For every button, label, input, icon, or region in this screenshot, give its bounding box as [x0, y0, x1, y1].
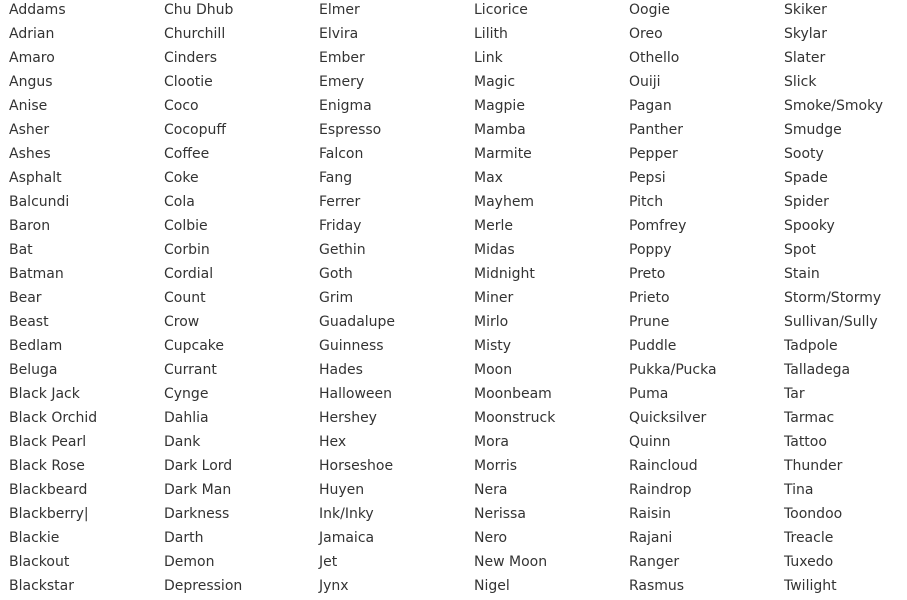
- list-item: Mayhem: [474, 194, 535, 210]
- list-item: Angus: [9, 74, 53, 90]
- list-item: Moonstruck: [474, 410, 556, 426]
- list-item: Rajani: [629, 530, 673, 546]
- list-item: Corbin: [164, 242, 210, 258]
- list-item: Quinn: [629, 434, 671, 450]
- list-item: Nigel: [474, 578, 510, 594]
- list-item: Chu Dhub: [164, 2, 234, 18]
- list-item: Spider: [784, 194, 829, 210]
- name-column-5: [629, 0, 784, 600]
- list-item: Falcon: [319, 146, 364, 162]
- list-item: Cinders: [164, 50, 218, 66]
- list-item: Morris: [474, 458, 518, 474]
- name-column-6: [784, 0, 907, 600]
- list-item: Guinness: [319, 338, 384, 354]
- list-item: Cola: [164, 194, 195, 210]
- list-item: Spooky: [784, 218, 835, 234]
- name-column-2: [164, 0, 319, 600]
- list-item: Smoke/Smoky: [784, 98, 884, 114]
- list-item: Licorice: [474, 2, 528, 18]
- name-column-3: [319, 0, 474, 600]
- list-item: Ashes: [9, 146, 51, 162]
- list-item: Beluga: [9, 362, 58, 378]
- list-item: Preto: [629, 266, 666, 282]
- list-item: Asphalt: [9, 170, 62, 186]
- list-item: Mirlo: [474, 314, 509, 330]
- list-item: Pitch: [629, 194, 664, 210]
- list-item: Raindrop: [629, 482, 692, 498]
- list-item: Tattoo: [784, 434, 827, 450]
- list-item: Skiker: [784, 2, 827, 18]
- list-item: Moonbeam: [474, 386, 552, 402]
- name-column-1: [9, 0, 164, 600]
- list-item: Toondoo: [784, 506, 843, 522]
- list-item: Darkness: [164, 506, 230, 522]
- list-item: Hades: [319, 362, 363, 378]
- list-item: Talladega: [784, 362, 851, 378]
- list-item: Dank: [164, 434, 201, 450]
- names-grid: [9, 0, 907, 600]
- list-item: Midnight: [474, 266, 535, 282]
- list-item: Espresso: [319, 122, 382, 138]
- list-item: Link: [474, 50, 503, 66]
- list-item: Raincloud: [629, 458, 698, 474]
- name-column-4: [474, 0, 629, 600]
- list-item: Spot: [784, 242, 816, 258]
- list-item: Bat: [9, 242, 33, 258]
- list-item: Quicksilver: [629, 410, 707, 426]
- list-item: Prune: [629, 314, 670, 330]
- list-item: Oreo: [629, 26, 663, 42]
- list-item: Puma: [629, 386, 669, 402]
- list-item: Cynge: [164, 386, 209, 402]
- list-item: Ember: [319, 50, 365, 66]
- list-item: Goth: [319, 266, 353, 282]
- list-item: Hex: [319, 434, 347, 450]
- list-item: Thunder: [784, 458, 843, 474]
- list-item: Oogie: [629, 2, 670, 18]
- list-item: Churchill: [164, 26, 226, 42]
- list-item: Tina: [784, 482, 814, 498]
- list-item: Black Jack: [9, 386, 80, 402]
- list-item: Elmer: [319, 2, 360, 18]
- list-item: Spade: [784, 170, 828, 186]
- list-item: Hershey: [319, 410, 377, 426]
- list-item: Blackout: [9, 554, 70, 570]
- list-item: Ranger: [629, 554, 680, 570]
- list-item: Emery: [319, 74, 365, 90]
- list-item: Ouiji: [629, 74, 661, 90]
- list-item: Batman: [9, 266, 64, 282]
- list-item: Skylar: [784, 26, 828, 42]
- list-item: Moon: [474, 362, 513, 378]
- list-item: Dark Man: [164, 482, 232, 498]
- list-item: Elvira: [319, 26, 359, 42]
- list-item: Balcundi: [9, 194, 70, 210]
- list-item: Othello: [629, 50, 680, 66]
- list-item: Mora: [474, 434, 509, 450]
- list-item: Pagan: [629, 98, 672, 114]
- list-item: Treacle: [784, 530, 834, 546]
- list-item: Tar: [784, 386, 805, 402]
- list-item: Sullivan/Sully: [784, 314, 878, 330]
- list-item: Rasmus: [629, 578, 685, 594]
- list-item: Addams: [9, 2, 66, 18]
- list-item: Pukka/Pucka: [629, 362, 717, 378]
- list-item: Count: [164, 290, 206, 306]
- list-item: Guadalupe: [319, 314, 396, 330]
- list-item: Magic: [474, 74, 516, 90]
- list-item: Nero: [474, 530, 508, 546]
- list-item: Anise: [9, 98, 48, 114]
- list-item: Depression: [164, 578, 243, 594]
- list-item: Fang: [319, 170, 353, 186]
- list-item: Jet: [319, 554, 338, 570]
- list-item: Beast: [9, 314, 49, 330]
- list-item: Tadpole: [784, 338, 838, 354]
- list-item: Dahlia: [164, 410, 209, 426]
- list-item: Max: [474, 170, 503, 186]
- list-item: Blackstar: [9, 578, 74, 594]
- list-item: Enigma: [319, 98, 372, 114]
- list-item: Nera: [474, 482, 508, 498]
- list-item: Adrian: [9, 26, 55, 42]
- list-item: Stain: [784, 266, 820, 282]
- list-item: Darth: [164, 530, 204, 546]
- list-item: Sooty: [784, 146, 824, 162]
- list-item: Miner: [474, 290, 514, 306]
- list-item: Smudge: [784, 122, 842, 138]
- list-item: Blackbeard: [9, 482, 88, 498]
- list-item: Pepsi: [629, 170, 666, 186]
- list-item: Jynx: [319, 578, 349, 594]
- list-item: Panther: [629, 122, 683, 138]
- list-item: Cocopuff: [164, 122, 227, 138]
- list-item: Raisin: [629, 506, 671, 522]
- list-item: Jamaica: [319, 530, 375, 546]
- list-item: Halloween: [319, 386, 393, 402]
- list-item: Slick: [784, 74, 817, 90]
- list-item: Currant: [164, 362, 217, 378]
- list-item: Magpie: [474, 98, 525, 114]
- list-item: Asher: [9, 122, 50, 138]
- list-item: Pepper: [629, 146, 678, 162]
- list-item: Ink/Inky: [319, 506, 374, 522]
- list-item: Horseshoe: [319, 458, 394, 474]
- list-item: Coffee: [164, 146, 210, 162]
- list-item: Coco: [164, 98, 199, 114]
- list-item: Clootie: [164, 74, 213, 90]
- list-item: Cupcake: [164, 338, 225, 354]
- list-item: Bedlam: [9, 338, 63, 354]
- list-item: Bear: [9, 290, 42, 306]
- list-item: Tuxedo: [784, 554, 834, 570]
- list-item: Baron: [9, 218, 51, 234]
- list-item: Midas: [474, 242, 515, 258]
- list-item: Black Pearl: [9, 434, 87, 450]
- list-item: Colbie: [164, 218, 208, 234]
- list-item: Black Rose: [9, 458, 85, 474]
- list-item: Crow: [164, 314, 200, 330]
- list-item: Black Orchid: [9, 410, 98, 426]
- list-item: Cordial: [164, 266, 214, 282]
- list-item: Storm/Stormy: [784, 290, 882, 306]
- list-item: Puddle: [629, 338, 677, 354]
- list-item: Marmite: [474, 146, 532, 162]
- list-item: Dark Lord: [164, 458, 233, 474]
- list-item: Ferrer: [319, 194, 361, 210]
- list-item: Slater: [784, 50, 826, 66]
- list-item: Pomfrey: [629, 218, 687, 234]
- list-item: Gethin: [319, 242, 366, 258]
- list-item: Nerissa: [474, 506, 526, 522]
- list-item: Amaro: [9, 50, 55, 66]
- list-item: Mamba: [474, 122, 526, 138]
- list-item: New Moon: [474, 554, 548, 570]
- list-item: Twilight: [784, 578, 837, 594]
- list-item: Poppy: [629, 242, 672, 258]
- list-item: Tarmac: [784, 410, 835, 426]
- list-item: Demon: [164, 554, 215, 570]
- list-item: Friday: [319, 218, 362, 234]
- list-item: Coke: [164, 170, 199, 186]
- list-item: Lilith: [474, 26, 508, 42]
- list-item: Merle: [474, 218, 513, 234]
- list-item: Misty: [474, 338, 512, 354]
- list-item: Huyen: [319, 482, 365, 498]
- list-item: Blackie: [9, 530, 60, 546]
- list-item: Prieto: [629, 290, 670, 306]
- list-item: Grim: [319, 290, 354, 306]
- list-item: Blackberry|: [9, 506, 89, 522]
